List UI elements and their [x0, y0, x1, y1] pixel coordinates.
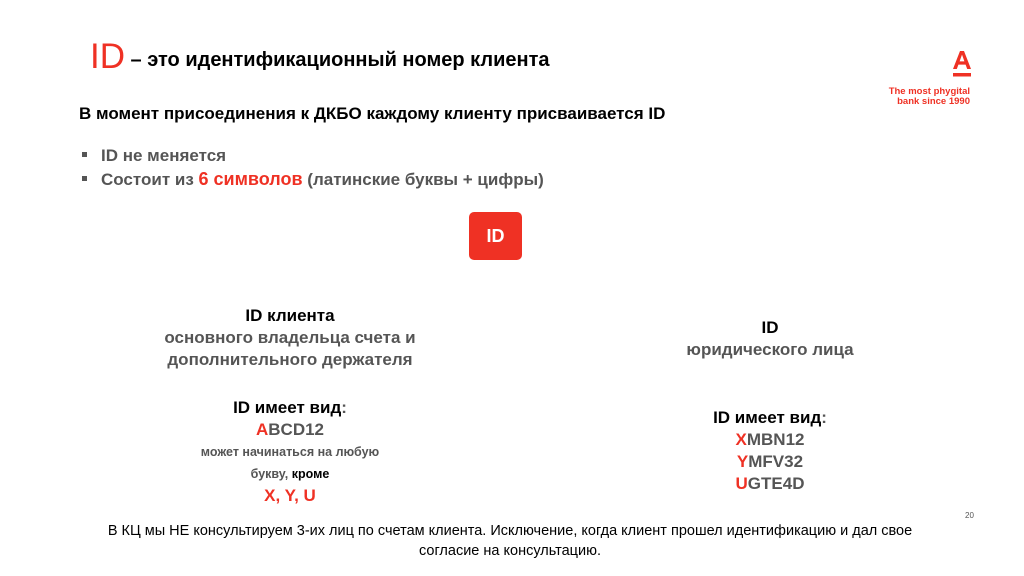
left-view-label: ID имеет вид: — [233, 398, 347, 417]
right-view-label: ID имеет вид: — [713, 408, 827, 427]
left-heading — [120, 305, 460, 371]
slide-title — [90, 37, 550, 77]
right-format — [620, 407, 920, 495]
bullet-text: ID не меняется — [101, 146, 227, 165]
left-note-2: букву, кроме — [250, 467, 330, 481]
logo-tagline-line-2: bank since 1990 — [897, 96, 970, 107]
alfa-logo-icon — [951, 50, 973, 80]
right-example-1: XMBN12 — [735, 430, 805, 449]
left-heading-title: ID клиента — [245, 306, 335, 325]
logo-tagline — [870, 87, 970, 107]
bullet-square-icon — [82, 176, 87, 181]
left-heading-line-3: дополнительного держателя — [167, 350, 413, 369]
left-note-1: может начинаться на любую — [200, 445, 380, 459]
left-format — [120, 397, 460, 507]
title-text: – это идентификационный номер клиента — [125, 49, 550, 71]
footer-note-line-2: согласие на консультацию. — [418, 543, 601, 559]
bullet-square-icon — [82, 152, 87, 157]
title-id: ID — [90, 37, 125, 76]
right-heading-title: ID — [761, 318, 779, 337]
logo-tagline-line-1: The most phygital — [888, 86, 970, 97]
bullet-text: Состоит из 6 символов (латинские буквы + цифры) — [101, 169, 544, 189]
bullet-item — [82, 169, 544, 192]
right-example-2: YMFV32 — [736, 452, 804, 471]
left-heading-line-2: основного владельца счета и — [164, 328, 416, 347]
left-exceptions: X, Y, U — [264, 486, 316, 505]
footer-note-line-1: В КЦ мы НЕ консультируем 3-их лиц по счетам клиента. Исключение, когда клиент прошел идентификацию и дал свое — [107, 523, 913, 539]
footer-note — [40, 521, 980, 561]
left-example: ABCD12 — [255, 420, 325, 439]
page-number: 20 — [965, 511, 974, 520]
highlight-6-symbols: 6 символов — [198, 169, 303, 189]
right-heading — [620, 317, 920, 361]
bullet-item — [82, 146, 544, 169]
bullet-list — [82, 146, 544, 192]
subtitle: В момент присоединения к ДКБО каждому клиенту присваивается ID — [79, 104, 666, 123]
right-example-3: UGTE4D — [735, 474, 805, 493]
right-heading-line-2: юридического лица — [686, 340, 854, 359]
id-badge: ID — [469, 212, 522, 260]
